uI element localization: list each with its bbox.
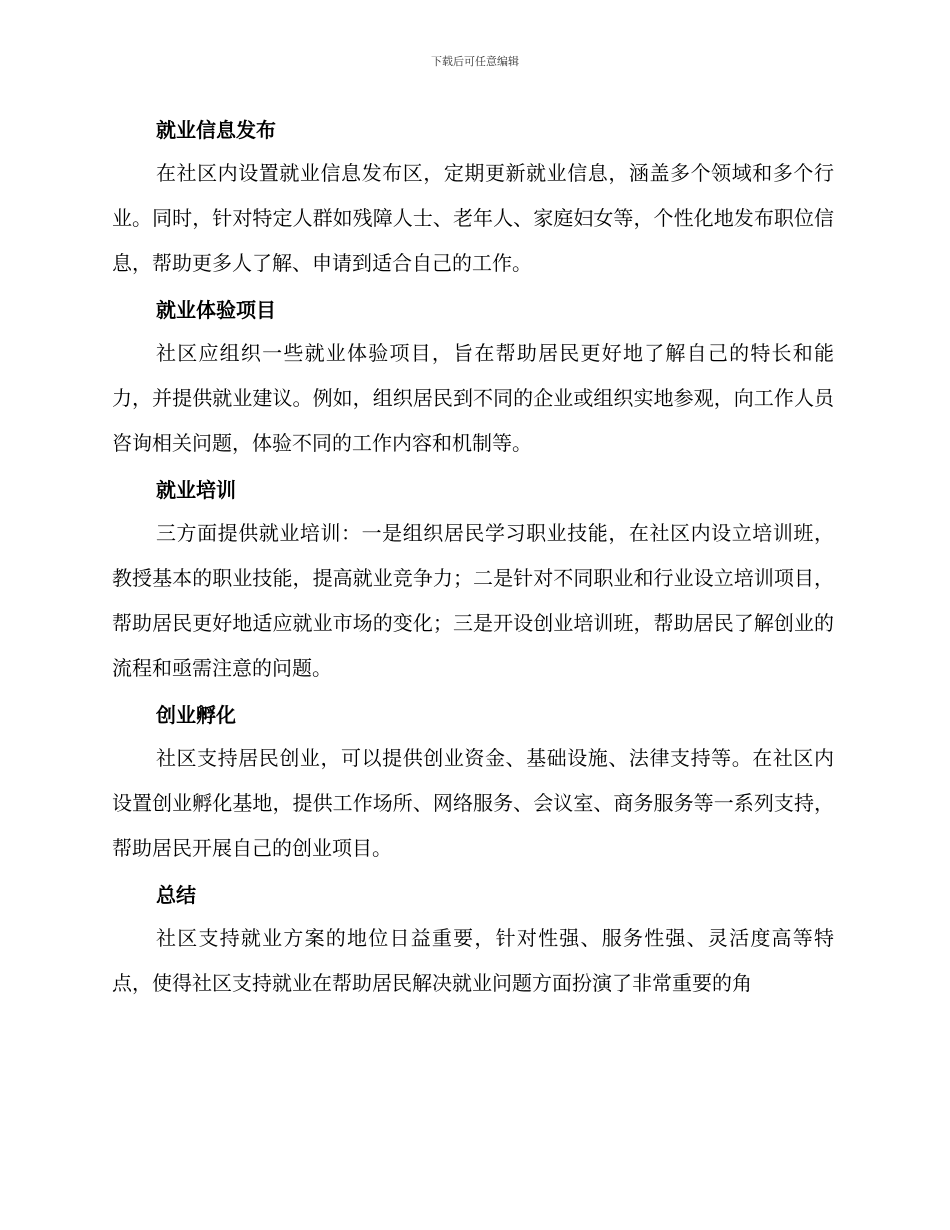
section-summary — [112, 881, 834, 1006]
section-paragraph: 社区应组织一些就业体验项目，旨在帮助居民更好地了解自己的特长和能力，并提供就业建议。例如，组织居民到不同的企业或组织实地参观，向工作人员咨询相关问题，体验不同的工作内容和机制等。 — [112, 341, 834, 455]
section-employment-experience — [112, 296, 834, 466]
section-paragraph: 在社区内设置就业信息发布区，定期更新就业信息，涵盖多个领域和多个行业。同时，针对特定人群如残障人士、老年人、家庭妇女等，个性化地发布职位信息，帮助更多人了解、申请到适合自己的工作。 — [112, 161, 834, 275]
section-employment-info — [112, 116, 834, 286]
section-heading: 总结 — [156, 883, 196, 907]
section-heading: 创业孵化 — [156, 703, 236, 727]
section-employment-training — [112, 476, 834, 691]
section-heading: 就业信息发布 — [156, 118, 276, 142]
section-paragraph: 社区支持就业方案的地位日益重要，针对性强、服务性强、灵活度高等特点，使得社区支持就业在帮助居民解决就业问题方面扮演了非常重要的角 — [112, 926, 834, 995]
section-paragraph: 社区支持居民创业，可以提供创业资金、基础设施、法律支持等。在社区内设置创业孵化基地，提供工作场所、网络服务、会议室、商务服务等一系列支持，帮助居民开展自己的创业项目。 — [112, 746, 834, 860]
section-startup-incubation — [112, 701, 834, 871]
page-header: 下载后可任意编辑 — [431, 55, 519, 68]
section-heading: 就业体验项目 — [156, 298, 276, 322]
section-paragraph: 三方面提供就业培训：一是组织居民学习职业技能，在社区内设立培训班，教授基本的职业技能，提高就业竞争力；二是针对不同职业和行业设立培训项目，帮助居民更好地适应就业市场的变化；三是开设创业培训班，帮助居民了解创业的流程和亟需注意的问题。 — [112, 521, 834, 680]
section-heading: 就业培训 — [156, 478, 236, 502]
document-body — [112, 112, 834, 1016]
